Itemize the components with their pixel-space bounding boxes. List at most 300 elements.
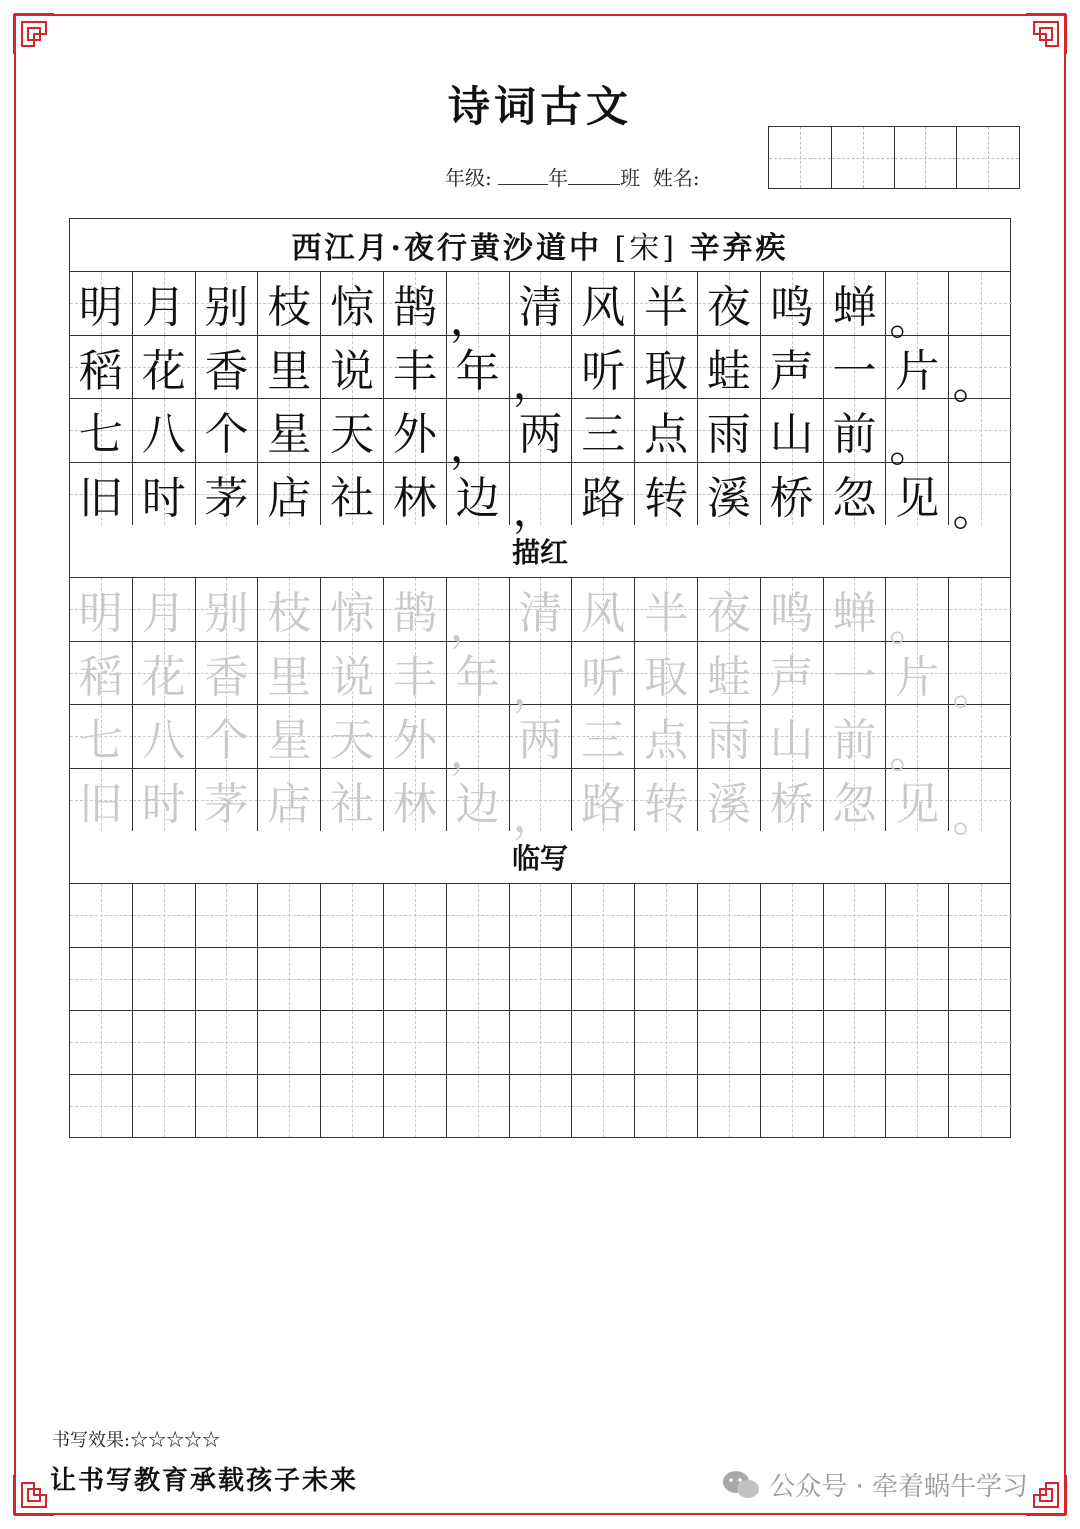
copy-cell[interactable] [384, 884, 447, 947]
trace-char: 三 [581, 715, 626, 767]
copy-cell[interactable] [133, 948, 196, 1011]
poem-char: 蝉 [832, 282, 877, 334]
copy-cell[interactable] [133, 1011, 196, 1074]
poem-char: 。 [889, 421, 934, 473]
trace-cell[interactable] [321, 705, 384, 768]
poem-cell [572, 399, 635, 462]
trace-char: ， [512, 663, 557, 715]
poem-cell [321, 463, 384, 526]
trace-char: 路 [581, 778, 626, 830]
poem-char: 香 [204, 345, 249, 397]
copy-cell[interactable] [949, 948, 1012, 1011]
poem-cell [321, 272, 384, 335]
copy-cell[interactable] [447, 884, 510, 947]
trace-char: 时 [141, 778, 186, 830]
wechat-icon [721, 1468, 761, 1502]
poem-char: 忽 [832, 472, 877, 524]
trace-char: 店 [267, 778, 312, 830]
poem-cell [384, 463, 447, 526]
poem-char: 别 [204, 282, 249, 334]
trace-char: 转 [644, 778, 689, 830]
trace-char: 里 [267, 651, 312, 703]
poem-char: 明 [78, 282, 123, 334]
poem-char: 桥 [769, 472, 814, 524]
copy-row [70, 1011, 1010, 1075]
poem-cell [572, 463, 635, 526]
trace-cell[interactable] [761, 705, 824, 768]
trace-char: 稻 [78, 651, 123, 703]
trace-cell[interactable] [572, 769, 635, 832]
poem-cell [133, 336, 196, 399]
trace-cell[interactable] [949, 769, 1012, 842]
poem-char: 稻 [78, 345, 123, 397]
trace-cell[interactable] [384, 578, 447, 641]
poem-char: 年 [455, 345, 500, 397]
copy-cell[interactable] [196, 1011, 259, 1074]
copy-cell[interactable] [949, 1075, 1012, 1138]
copy-cell[interactable] [510, 1075, 573, 1138]
copy-cell[interactable] [384, 1011, 447, 1074]
grade-label: 年级: [445, 166, 492, 190]
trace-cell[interactable] [510, 769, 573, 842]
trace-char: 风 [581, 588, 626, 640]
poem-char: 风 [581, 282, 626, 334]
trace-char: 枝 [267, 588, 312, 640]
trace-grid [70, 578, 1010, 842]
poem-char: 。 [952, 357, 997, 409]
copy-row [70, 884, 1010, 948]
trace-cell[interactable] [133, 769, 196, 832]
trace-cell[interactable] [949, 642, 1012, 715]
copy-header: 临写 [70, 831, 1010, 884]
trace-char: 桥 [769, 778, 814, 830]
trace-cell[interactable] [70, 769, 133, 832]
poem-char: 路 [581, 472, 626, 524]
trace-cell[interactable] [196, 769, 259, 832]
trace-char: 片 [895, 651, 940, 703]
trace-cell[interactable] [761, 769, 824, 832]
trace-char: 点 [644, 715, 689, 767]
poem-char: 转 [644, 472, 689, 524]
trace-cell[interactable] [698, 705, 761, 768]
copy-cell[interactable] [949, 1011, 1012, 1074]
poem-char: 鹊 [392, 282, 437, 334]
trace-char: 七 [78, 715, 123, 767]
poem-cell [384, 399, 447, 462]
trace-char: 月 [141, 588, 186, 640]
trace-char: 天 [330, 715, 375, 767]
poem-char: 旧 [78, 472, 123, 524]
practice-sheet [69, 218, 1011, 1138]
copy-grid [70, 884, 1010, 1137]
poem-cell [447, 272, 510, 346]
trace-cell[interactable] [321, 578, 384, 641]
copy-cell[interactable] [447, 1075, 510, 1138]
poem-char: ， [512, 484, 557, 536]
poem-cell [510, 272, 573, 335]
trace-char: 旧 [78, 778, 123, 830]
trace-cell[interactable] [635, 642, 698, 705]
poem-char: 前 [832, 409, 877, 461]
poem-char: 边 [455, 472, 500, 524]
poem-cell [384, 336, 447, 399]
poem-char: 两 [518, 409, 563, 461]
poem-char: 。 [889, 294, 934, 346]
trace-char: 年 [455, 651, 500, 703]
trace-char: 。 [952, 663, 997, 715]
trace-cell[interactable] [447, 578, 510, 652]
poem-char: 片 [895, 345, 940, 397]
copy-row [70, 1075, 1010, 1138]
poem-char: 林 [392, 472, 437, 524]
name-cell[interactable] [895, 127, 958, 188]
trace-char: 夜 [706, 588, 751, 640]
poem-cell [258, 399, 321, 462]
copy-cell[interactable] [572, 948, 635, 1011]
poem-char: 听 [581, 345, 626, 397]
poem-char: 茅 [204, 472, 249, 524]
trace-cell[interactable] [133, 642, 196, 705]
trace-cell[interactable] [258, 769, 321, 832]
poem-char: 外 [392, 409, 437, 461]
copy-row [70, 948, 1010, 1012]
poem-cell [886, 272, 949, 346]
poem-cell [635, 463, 698, 526]
trace-row [70, 769, 1010, 842]
poem-char: 。 [952, 484, 997, 536]
copy-cell[interactable] [70, 1075, 133, 1138]
poem-cell [761, 272, 824, 335]
name-label: 姓名: [652, 166, 700, 190]
copy-cell[interactable] [258, 948, 321, 1011]
trace-cell[interactable] [698, 642, 761, 705]
poem-cell [196, 399, 259, 462]
trace-cell[interactable] [824, 578, 887, 641]
trace-char: 见 [895, 778, 940, 830]
poem-cell [196, 272, 259, 335]
copy-cell[interactable] [824, 1075, 887, 1138]
trace-char: 外 [392, 715, 437, 767]
trace-cell[interactable] [258, 642, 321, 705]
trace-cell[interactable] [572, 705, 635, 768]
trace-cell[interactable] [761, 642, 824, 705]
poem-cell [70, 399, 133, 462]
trace-cell[interactable] [70, 705, 133, 768]
trace-cell[interactable] [824, 705, 887, 768]
rating-label: 书写效果: [52, 1430, 131, 1451]
trace-char: 丰 [392, 651, 437, 703]
trace-char: 别 [204, 588, 249, 640]
copy-cell[interactable] [886, 1075, 949, 1138]
poem-cell [70, 336, 133, 399]
rating-stars[interactable]: ☆☆☆☆☆ [130, 1430, 221, 1451]
trace-cell[interactable] [886, 578, 949, 652]
copy-cell[interactable] [572, 884, 635, 947]
watermark [721, 1466, 1028, 1503]
poem-char: 雨 [706, 409, 751, 461]
poem-grid [70, 272, 1010, 536]
trace-cell[interactable] [133, 578, 196, 641]
trace-char: 听 [581, 651, 626, 703]
trace-cell[interactable] [824, 769, 887, 832]
poem-char: 里 [267, 345, 312, 397]
poem-char: 见 [895, 472, 940, 524]
poem-cell [635, 272, 698, 335]
trace-cell[interactable] [447, 705, 510, 779]
poem-cell [70, 272, 133, 335]
trace-cell[interactable] [196, 578, 259, 641]
copy-cell[interactable] [510, 884, 573, 947]
trace-row [70, 705, 1010, 779]
trace-char: 蝉 [832, 588, 877, 640]
poem-cell [698, 463, 761, 526]
poem-char: 鸣 [769, 282, 814, 334]
poem-char: 星 [267, 409, 312, 461]
copy-cell[interactable] [698, 1011, 761, 1074]
copy-cell[interactable] [635, 1011, 698, 1074]
copy-cell[interactable] [321, 884, 384, 947]
trace-cell[interactable] [447, 769, 510, 832]
poem-char: ， [449, 294, 494, 346]
copy-cell[interactable] [824, 1011, 887, 1074]
poem-row [70, 463, 1010, 536]
poem-cell [258, 463, 321, 526]
trace-char: ， [449, 727, 494, 779]
trace-cell[interactable] [258, 578, 321, 641]
trace-char: 声 [769, 651, 814, 703]
trace-cell[interactable] [949, 578, 1012, 641]
poem-cell [949, 463, 1012, 536]
copy-cell[interactable] [321, 1075, 384, 1138]
poem-char: 枝 [267, 282, 312, 334]
year-label: 年 [548, 166, 569, 190]
trace-char: 山 [769, 715, 814, 767]
poem-cell [447, 463, 510, 526]
trace-cell[interactable] [510, 578, 573, 641]
copy-cell[interactable] [133, 884, 196, 947]
trace-cell[interactable] [384, 769, 447, 832]
copy-cell[interactable] [384, 948, 447, 1011]
trace-cell[interactable] [447, 642, 510, 705]
poem-cell [133, 272, 196, 335]
copy-cell[interactable] [824, 948, 887, 1011]
trace-cell[interactable] [70, 642, 133, 705]
copy-cell[interactable] [572, 1011, 635, 1074]
copy-cell[interactable] [321, 948, 384, 1011]
trace-char: 个 [204, 715, 249, 767]
poem-cell [384, 272, 447, 335]
trace-char: 边 [455, 778, 500, 830]
poem-cell [949, 336, 1012, 409]
trace-cell[interactable] [761, 578, 824, 641]
poem-cell [824, 336, 887, 399]
grade-field[interactable] [498, 166, 548, 185]
trace-cell[interactable] [321, 769, 384, 832]
trace-char: ， [449, 600, 494, 652]
poem-char: 一 [832, 345, 877, 397]
trace-char: 两 [518, 715, 563, 767]
copy-cell[interactable] [258, 1075, 321, 1138]
poem-char: 月 [141, 282, 186, 334]
trace-cell[interactable] [133, 705, 196, 768]
trace-char: 说 [330, 651, 375, 703]
trace-cell[interactable] [635, 578, 698, 641]
trace-cell[interactable] [70, 578, 133, 641]
copy-cell[interactable] [321, 1011, 384, 1074]
trace-char: 。 [889, 600, 934, 652]
poem-char: 社 [330, 472, 375, 524]
copy-cell[interactable] [698, 1075, 761, 1138]
trace-char: 星 [267, 715, 312, 767]
trace-cell[interactable] [635, 769, 698, 832]
copy-cell[interactable] [196, 948, 259, 1011]
poem-char: 声 [769, 345, 814, 397]
copy-cell[interactable] [510, 948, 573, 1011]
poem-cell [447, 336, 510, 399]
trace-char: 社 [330, 778, 375, 830]
poem-char: 丰 [392, 345, 437, 397]
copy-cell[interactable] [196, 884, 259, 947]
copy-cell[interactable] [196, 1075, 259, 1138]
name-cell[interactable] [832, 127, 895, 188]
copy-cell[interactable] [70, 948, 133, 1011]
rating [52, 1426, 220, 1452]
trace-cell[interactable] [886, 705, 949, 779]
page-title: 诗词古文 [447, 82, 632, 131]
poem-char: 取 [644, 345, 689, 397]
poem-author: 辛弃疾 [689, 231, 789, 266]
trace-cell[interactable] [572, 642, 635, 705]
name-grid[interactable] [768, 126, 1020, 189]
trace-char: 惊 [330, 588, 375, 640]
copy-cell[interactable] [635, 1075, 698, 1138]
trace-char: 前 [832, 715, 877, 767]
poem-cell [824, 399, 887, 462]
copy-cell[interactable] [761, 1011, 824, 1074]
poem-char: 山 [769, 409, 814, 461]
copy-cell[interactable] [70, 884, 133, 947]
poem-char: 夜 [706, 282, 751, 334]
corner-ornament-icon [1024, 12, 1068, 56]
poem-cell [698, 399, 761, 462]
student-info [445, 162, 700, 191]
copy-cell[interactable] [635, 948, 698, 1011]
poem-cell [510, 399, 573, 462]
poem-char: 店 [267, 472, 312, 524]
poem-header [70, 219, 1010, 272]
copy-cell[interactable] [510, 1011, 573, 1074]
trace-cell[interactable] [510, 705, 573, 768]
poem-cell [258, 336, 321, 399]
copy-cell[interactable] [70, 1011, 133, 1074]
watermark-text: 公众号 · 牵着蜗牛学习 [769, 1472, 1028, 1502]
trace-char: 一 [832, 651, 877, 703]
poem-title: 西江月·夜行黄沙道中 [291, 231, 602, 266]
copy-cell[interactable] [949, 884, 1012, 947]
trace-row [70, 642, 1010, 715]
copy-cell[interactable] [133, 1075, 196, 1138]
poem-char: 天 [330, 409, 375, 461]
trace-cell[interactable] [886, 642, 949, 705]
poem-cell [635, 336, 698, 399]
poem-char: 三 [581, 409, 626, 461]
trace-cell[interactable] [384, 705, 447, 768]
copy-cell[interactable] [384, 1075, 447, 1138]
poem-char: 八 [141, 409, 186, 461]
poem-cell [321, 399, 384, 462]
copy-cell[interactable] [258, 1011, 321, 1074]
trace-char: 取 [644, 651, 689, 703]
copy-cell[interactable] [698, 884, 761, 947]
trace-cell[interactable] [321, 642, 384, 705]
class-field[interactable] [568, 166, 620, 185]
poem-char: 蛙 [706, 345, 751, 397]
poem-cell [572, 336, 635, 399]
trace-cell[interactable] [196, 705, 259, 768]
copy-cell[interactable] [761, 948, 824, 1011]
copy-cell[interactable] [447, 948, 510, 1011]
trace-char: 花 [141, 651, 186, 703]
copy-cell[interactable] [635, 884, 698, 947]
name-cell[interactable] [957, 127, 1019, 188]
trace-char: 八 [141, 715, 186, 767]
copy-cell[interactable] [572, 1075, 635, 1138]
trace-char: ， [512, 790, 557, 842]
poem-row [70, 336, 1010, 409]
copy-cell[interactable] [761, 1075, 824, 1138]
slogan: 让书写教育承载孩子未来 [50, 1466, 359, 1496]
poem-char: 溪 [706, 472, 751, 524]
copy-cell[interactable] [886, 948, 949, 1011]
trace-header: 描红 [70, 525, 1010, 578]
trace-cell[interactable] [572, 578, 635, 641]
trace-char: 。 [952, 790, 997, 842]
copy-cell[interactable] [258, 884, 321, 947]
copy-cell[interactable] [761, 884, 824, 947]
name-cell[interactable] [769, 127, 832, 188]
poem-cell [196, 336, 259, 399]
poem-cell [698, 336, 761, 399]
corner-ornament-icon [1024, 1473, 1068, 1517]
poem-cell [761, 399, 824, 462]
trace-cell[interactable] [698, 578, 761, 641]
copy-cell[interactable] [447, 1011, 510, 1074]
copy-cell[interactable] [698, 948, 761, 1011]
poem-char: 花 [141, 345, 186, 397]
copy-cell[interactable] [886, 1011, 949, 1074]
copy-cell[interactable] [824, 884, 887, 947]
poem-row [70, 272, 1010, 346]
copy-cell[interactable] [886, 884, 949, 947]
trace-cell[interactable] [510, 642, 573, 715]
poem-cell [258, 272, 321, 335]
trace-cell[interactable] [886, 769, 949, 832]
poem-cell [196, 463, 259, 526]
trace-cell[interactable] [698, 769, 761, 832]
trace-cell[interactable] [384, 642, 447, 705]
trace-row [70, 578, 1010, 652]
trace-char: 清 [518, 588, 563, 640]
trace-cell[interactable] [824, 642, 887, 705]
poem-char: 时 [141, 472, 186, 524]
trace-cell[interactable] [258, 705, 321, 768]
poem-cell [886, 336, 949, 399]
poem-cell [824, 463, 887, 526]
trace-cell[interactable] [635, 705, 698, 768]
poem-char: 清 [518, 282, 563, 334]
trace-cell[interactable] [196, 642, 259, 705]
poem-cell [698, 272, 761, 335]
